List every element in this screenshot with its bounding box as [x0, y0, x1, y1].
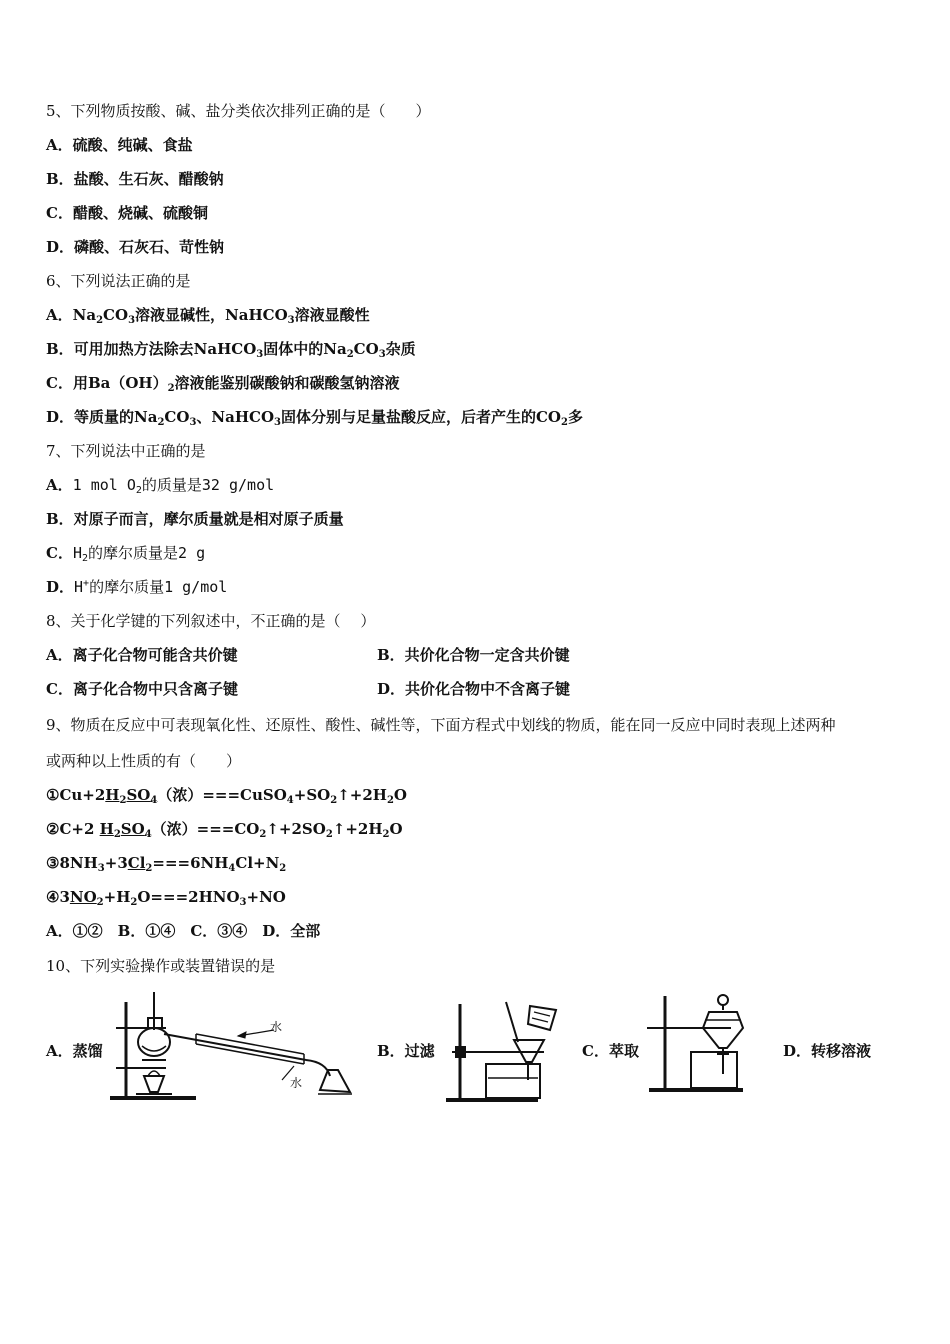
- q6-option-c: C．用$Ba(OH)_2$溶液能鉴别碳酸钠和碳酸氢钠溶液: [46, 374, 400, 394]
- q6-option-b: B．可用加热方法除去NaHCO$_3$固体中的$Na_2CO_3$杂质: [46, 340, 416, 360]
- q5-option-c: C．醋酸、烧碱、硫酸铜: [46, 204, 208, 222]
- q6-option-a: A．$Na_2CO_3$溶液显碱性，NaHCO$_3$溶液显酸性: [46, 306, 370, 326]
- q9-options: A．①② B．①④ C．③④ D．全部: [46, 922, 321, 940]
- q9-equation-1: $①Cu+2H_2SO_4$（浓）$===CuSO_4+SO_2↑+2H_2O$: [46, 786, 407, 806]
- filtration-apparatus: [444, 1000, 566, 1104]
- q8-option-a: A．离子化合物可能含共价键: [46, 646, 238, 664]
- q8-stem: 8、关于化学键的下列叙述中，不正确的是（ ）: [46, 612, 376, 630]
- q6-stem: 6、下列说法正确的是: [46, 272, 191, 290]
- water-outlet-label: 水: [290, 1076, 303, 1090]
- q7-option-c: C．$H_2$的摩尔质量是2 g: [46, 544, 206, 564]
- q8-option-d: D．共价化合物中不含离子键: [377, 680, 571, 698]
- q8-option-c: C．离子化合物中只含离子键: [46, 680, 238, 698]
- q8-option-b: B．共价化合物一定含共价键: [377, 646, 570, 664]
- q7-option-d: D．H+的摩尔质量1 g/mol: [46, 578, 228, 596]
- q7-option-b: B．对原子而言，摩尔质量就是相对原子质量: [46, 510, 344, 528]
- q5-option-d: D．磷酸、石灰石、苛性钠: [46, 238, 225, 256]
- q9-stem-line1: 9、物质在反应中可表现氧化性、还原性、酸性、碱性等，下面方程式中划线的物质，能在同一反应中同时表现上述两种: [46, 716, 836, 734]
- q9-stem-line2: 或两种以上性质的有（ ）: [46, 752, 242, 770]
- q9-equation-2: ②C+2 $H_2SO_4$（浓）$===CO_2↑+2SO_2↑+2H_2O$: [46, 820, 403, 840]
- q9-equation-3: $③8NH_3+3Cl_2===6NH_4Cl+N_2$: [46, 854, 287, 874]
- q7-stem: 7、下列说法中正确的是: [46, 442, 206, 460]
- q7-option-a: A．1 mol $O_2$的质量是32 g/mol: [46, 476, 275, 496]
- q10-option-c-label: C．萃取: [582, 1042, 639, 1060]
- water-inlet-label: 水: [270, 1020, 283, 1034]
- q10-option-a-label: A．蒸馏: [46, 1042, 103, 1060]
- q5-stem: 5、下列物质按酸、碱、盐分类依次排列正确的是（ ）: [46, 102, 431, 120]
- distillation-apparatus: [106, 990, 364, 1102]
- q9-equation-4: $④3NO_2+H_2O===2HNO_3+NO$: [46, 888, 286, 908]
- q10-option-d-label: D．转移溶液: [783, 1042, 872, 1060]
- q10-stem: 10、下列实验操作或装置错误的是: [46, 957, 276, 975]
- q5-option-b: B．盐酸、生石灰、醋酸钠: [46, 170, 224, 188]
- q5-option-a: A．硫酸、纯碱、食盐: [46, 136, 193, 154]
- q10-option-b-label: B．过滤: [377, 1042, 435, 1060]
- extraction-apparatus: [643, 990, 755, 1094]
- q6-option-d: D．等质量的$Na_2CO_3$、NaHCO$_3$固体分别与足量盐酸反应，后者产生的$CO_2$多: [46, 408, 583, 428]
